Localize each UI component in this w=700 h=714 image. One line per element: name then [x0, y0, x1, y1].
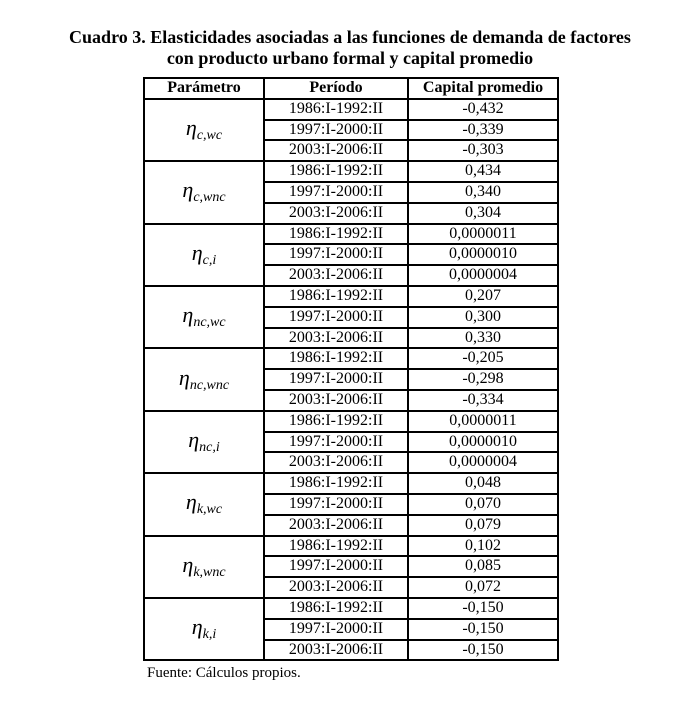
- value-cell: -0,432: [408, 99, 558, 120]
- header-capital-promedio: Capital promedio: [408, 78, 558, 99]
- table-row: [144, 598, 558, 619]
- period-cell: 1986:I-1992:II: [264, 411, 408, 432]
- value-cell: 0,048: [408, 473, 558, 494]
- value-cell: -0,150: [408, 640, 558, 661]
- eta-symbol: η: [185, 114, 197, 140]
- value-cell: 0,102: [408, 536, 558, 557]
- value-cell: 0,340: [408, 182, 558, 203]
- value-cell: 0,0000010: [408, 432, 558, 453]
- table-header-row: [144, 78, 558, 99]
- source-note: Fuente: Cálculos propios.: [147, 665, 301, 681]
- value-cell: 0,207: [408, 286, 558, 307]
- parameter-cell: [144, 598, 264, 660]
- parameter-cell: [144, 473, 264, 535]
- table-title-line1: Cuadro 3. Elasticidades asociadas a las funciones de demanda de factores: [69, 27, 631, 47]
- period-cell: 1997:I-2000:II: [264, 182, 408, 203]
- eta-symbol: η: [182, 551, 194, 577]
- period-cell: 2003:I-2006:II: [264, 328, 408, 349]
- parameter-cell: [144, 411, 264, 473]
- parameter-cell: [144, 536, 264, 598]
- value-cell: -0,205: [408, 348, 558, 369]
- period-cell: 2003:I-2006:II: [264, 140, 408, 161]
- eta-subscript: k,i: [202, 627, 217, 643]
- eta-symbol: η: [188, 426, 200, 452]
- period-cell: 1986:I-1992:II: [264, 348, 408, 369]
- eta-symbol: η: [191, 239, 203, 265]
- period-cell: 1997:I-2000:II: [264, 494, 408, 515]
- table-row: [144, 161, 558, 182]
- table-row: [144, 536, 558, 557]
- table-title-line2: con producto urbano formal y capital promedio: [166, 48, 534, 68]
- period-cell: 1997:I-2000:II: [264, 369, 408, 390]
- parameter-cell: [144, 348, 264, 410]
- value-cell: 0,0000011: [408, 224, 558, 245]
- value-cell: 0,304: [408, 203, 558, 224]
- table-row: [144, 224, 558, 245]
- value-cell: 0,0000010: [408, 244, 558, 265]
- period-cell: 1997:I-2000:II: [264, 432, 408, 453]
- eta-subscript: c,i: [202, 252, 217, 268]
- value-cell: 0,085: [408, 556, 558, 577]
- eta-subscript: c,wc: [196, 127, 223, 143]
- period-cell: 1986:I-1992:II: [264, 286, 408, 307]
- period-cell: 2003:I-2006:II: [264, 452, 408, 473]
- table-row: [144, 286, 558, 307]
- eta-subscript: c,wnc: [193, 190, 226, 206]
- value-cell: 0,072: [408, 577, 558, 598]
- value-cell: 0,330: [408, 328, 558, 349]
- eta-symbol: η: [191, 614, 203, 640]
- value-cell: 0,0000011: [408, 411, 558, 432]
- period-cell: 1986:I-1992:II: [264, 536, 408, 557]
- value-cell: 0,0000004: [408, 452, 558, 473]
- period-cell: 2003:I-2006:II: [264, 265, 408, 286]
- period-cell: 1997:I-2000:II: [264, 556, 408, 577]
- period-cell: 2003:I-2006:II: [264, 203, 408, 224]
- value-cell: -0,303: [408, 140, 558, 161]
- eta-symbol: η: [178, 364, 190, 390]
- eta-subscript: nc,i: [199, 439, 220, 455]
- eta-subscript: nc,wc: [193, 315, 226, 331]
- table-row: [144, 473, 558, 494]
- eta-symbol: η: [182, 302, 194, 328]
- header-periodo: Período: [264, 78, 408, 99]
- value-cell: -0,298: [408, 369, 558, 390]
- period-cell: 1997:I-2000:II: [264, 120, 408, 141]
- table-row: [144, 99, 558, 120]
- eta-subscript: k,wnc: [193, 564, 226, 580]
- elasticity-table: [143, 77, 559, 661]
- period-cell: 1997:I-2000:II: [264, 307, 408, 328]
- period-cell: 1986:I-1992:II: [264, 224, 408, 245]
- table-row: [144, 348, 558, 369]
- period-cell: 1986:I-1992:II: [264, 99, 408, 120]
- period-cell: 1986:I-1992:II: [264, 473, 408, 494]
- parameter-cell: [144, 286, 264, 348]
- value-cell: -0,150: [408, 598, 558, 619]
- parameter-cell: [144, 161, 264, 223]
- parameter-cell: [144, 99, 264, 161]
- value-cell: 0,300: [408, 307, 558, 328]
- value-cell: 0,070: [408, 494, 558, 515]
- eta-symbol: η: [182, 177, 194, 203]
- value-cell: 0,079: [408, 515, 558, 536]
- eta-subscript: nc,wnc: [189, 377, 230, 393]
- value-cell: -0,150: [408, 619, 558, 640]
- table-title: [0, 27, 700, 69]
- period-cell: 1997:I-2000:II: [264, 619, 408, 640]
- period-cell: 1997:I-2000:II: [264, 244, 408, 265]
- eta-subscript: k,wc: [196, 502, 223, 518]
- period-cell: 1986:I-1992:II: [264, 161, 408, 182]
- table-row: [144, 411, 558, 432]
- value-cell: -0,334: [408, 390, 558, 411]
- period-cell: 2003:I-2006:II: [264, 515, 408, 536]
- header-parametro: Parámetro: [144, 78, 264, 99]
- eta-symbol: η: [185, 489, 197, 515]
- value-cell: -0,339: [408, 120, 558, 141]
- value-cell: 0,0000004: [408, 265, 558, 286]
- period-cell: 2003:I-2006:II: [264, 640, 408, 661]
- parameter-cell: [144, 224, 264, 286]
- value-cell: 0,434: [408, 161, 558, 182]
- period-cell: 2003:I-2006:II: [264, 577, 408, 598]
- period-cell: 2003:I-2006:II: [264, 390, 408, 411]
- period-cell: 1986:I-1992:II: [264, 598, 408, 619]
